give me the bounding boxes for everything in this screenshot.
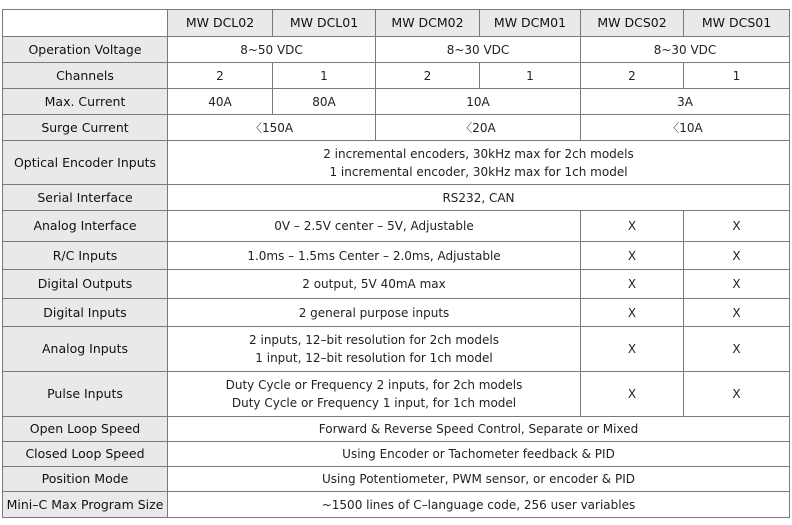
label-optical-encoder: Optical Encoder Inputs — [3, 141, 168, 185]
label-open-loop-speed: Open Loop Speed — [3, 417, 168, 442]
cell-digital-outputs-dcs02: X — [581, 270, 684, 299]
corner-cell — [3, 10, 168, 37]
label-operation-voltage: Operation Voltage — [3, 37, 168, 63]
cell-digital-inputs-dcs01: X — [684, 299, 790, 327]
cell-analog-interface-dcs01: X — [684, 211, 790, 242]
cell-digital-inputs-dcs02: X — [581, 299, 684, 327]
row-closed-loop-speed — [3, 442, 790, 467]
cell-channels-dcs02: 2 — [581, 63, 684, 89]
cell-pulse-inputs-dcs02: X — [581, 372, 684, 417]
label-mini-c: Mini–C Max Program Size — [3, 492, 168, 518]
label-channels: Channels — [3, 63, 168, 89]
pulse-inputs-line-2: Duty Cycle or Frequency 1 input, for 1ch model — [231, 396, 517, 410]
cell-surge-dcm: 〈20A — [376, 115, 581, 141]
cell-rc-inputs-dcs02: X — [581, 242, 684, 270]
cell-analog-interface: 0V – 2.5V center – 5V, Adjustable — [168, 211, 581, 242]
cell-voltage-dcl: 8~50 VDC — [168, 37, 376, 63]
row-surge-current — [3, 115, 790, 141]
optical-encoder-line-2: 1 incremental encoder, 30kHz max for 1ch model — [329, 164, 628, 179]
row-serial-interface — [3, 185, 790, 211]
row-channels — [3, 63, 790, 89]
row-digital-inputs — [3, 299, 790, 327]
row-operation-voltage — [3, 37, 790, 63]
cell-current-dcl02: 40A — [168, 89, 273, 115]
cell-current-dcl01: 80A — [273, 89, 376, 115]
label-max-current: Max. Current — [3, 89, 168, 115]
header-mw-dcl01: MW DCL01 — [273, 10, 376, 37]
cell-channels-dcl02: 2 — [168, 63, 273, 89]
cell-digital-outputs-dcs01: X — [684, 270, 790, 299]
pulse-inputs-line-1: Duty Cycle or Frequency 2 inputs, for 2ch models — [225, 378, 523, 392]
cell-pulse-inputs-dcs01: X — [684, 372, 790, 417]
cell-analog-inputs-dcs02: X — [581, 327, 684, 372]
header-mw-dcm01: MW DCM01 — [480, 10, 581, 37]
cell-surge-dcs: 〈10A — [581, 115, 790, 141]
label-analog-inputs: Analog Inputs — [3, 327, 168, 372]
cell-rc-inputs-dcs01: X — [684, 242, 790, 270]
cell-digital-outputs: 2 output, 5V 40mA max — [168, 270, 581, 299]
cell-rc-inputs: 1.0ms – 1.5ms Center – 2.0ms, Adjustable — [168, 242, 581, 270]
cell-analog-interface-dcs02: X — [581, 211, 684, 242]
cell-channels-dcm01: 1 — [480, 63, 581, 89]
label-analog-interface: Analog Interface — [3, 211, 168, 242]
cell-analog-inputs-dcs01: X — [684, 327, 790, 372]
spec-table-container — [2, 9, 790, 518]
cell-open-loop-speed: Forward & Reverse Speed Control, Separate or Mixed — [168, 417, 790, 442]
header-mw-dcm02: MW DCM02 — [376, 10, 480, 37]
row-pulse-inputs — [3, 372, 790, 417]
cell-channels-dcs01: 1 — [684, 63, 790, 89]
cell-surge-dcl: 〈150A — [168, 115, 376, 141]
cell-pulse-inputs — [168, 372, 581, 417]
row-position-mode — [3, 467, 790, 492]
cell-voltage-dcm: 8~30 VDC — [376, 37, 581, 63]
header-row — [3, 10, 790, 37]
row-analog-interface — [3, 211, 790, 242]
cell-digital-inputs: 2 general purpose inputs — [168, 299, 581, 327]
row-max-current — [3, 89, 790, 115]
header-mw-dcs02: MW DCS02 — [581, 10, 684, 37]
row-rc-inputs — [3, 242, 790, 270]
analog-inputs-line-2: 1 input, 12–bit resolution for 1ch model — [255, 351, 493, 365]
header-mw-dcs01: MW DCS01 — [684, 10, 790, 37]
row-analog-inputs — [3, 327, 790, 372]
cell-analog-inputs — [168, 327, 581, 372]
header-mw-dcl02: MW DCL02 — [168, 10, 273, 37]
optical-encoder-line-1: 2 incremental encoders, 30kHz max for 2ch models — [323, 146, 634, 161]
analog-inputs-line-1: 2 inputs, 12–bit resolution for 2ch models — [249, 333, 499, 347]
spec-table — [2, 9, 790, 518]
cell-current-dcm: 10A — [376, 89, 581, 115]
row-optical-encoder — [3, 141, 790, 185]
cell-channels-dcl01: 1 — [273, 63, 376, 89]
row-mini-c — [3, 492, 790, 518]
label-digital-outputs: Digital Outputs — [3, 270, 168, 299]
cell-voltage-dcs: 8~30 VDC — [581, 37, 790, 63]
label-serial-interface: Serial Interface — [3, 185, 168, 211]
label-position-mode: Position Mode — [3, 467, 168, 492]
row-digital-outputs — [3, 270, 790, 299]
cell-serial-interface: RS232, CAN — [168, 185, 790, 211]
label-rc-inputs: R/C Inputs — [3, 242, 168, 270]
row-open-loop-speed — [3, 417, 790, 442]
cell-closed-loop-speed: Using Encoder or Tachometer feedback & PID — [168, 442, 790, 467]
label-pulse-inputs: Pulse Inputs — [3, 372, 168, 417]
cell-mini-c: ~1500 lines of C–language code, 256 user variables — [168, 492, 790, 518]
label-surge-current: Surge Current — [3, 115, 168, 141]
label-closed-loop-speed: Closed Loop Speed — [3, 442, 168, 467]
cell-optical-encoder — [168, 141, 790, 185]
cell-position-mode: Using Potentiometer, PWM sensor, or encoder & PID — [168, 467, 790, 492]
cell-channels-dcm02: 2 — [376, 63, 480, 89]
cell-current-dcs: 3A — [581, 89, 790, 115]
label-digital-inputs: Digital Inputs — [3, 299, 168, 327]
